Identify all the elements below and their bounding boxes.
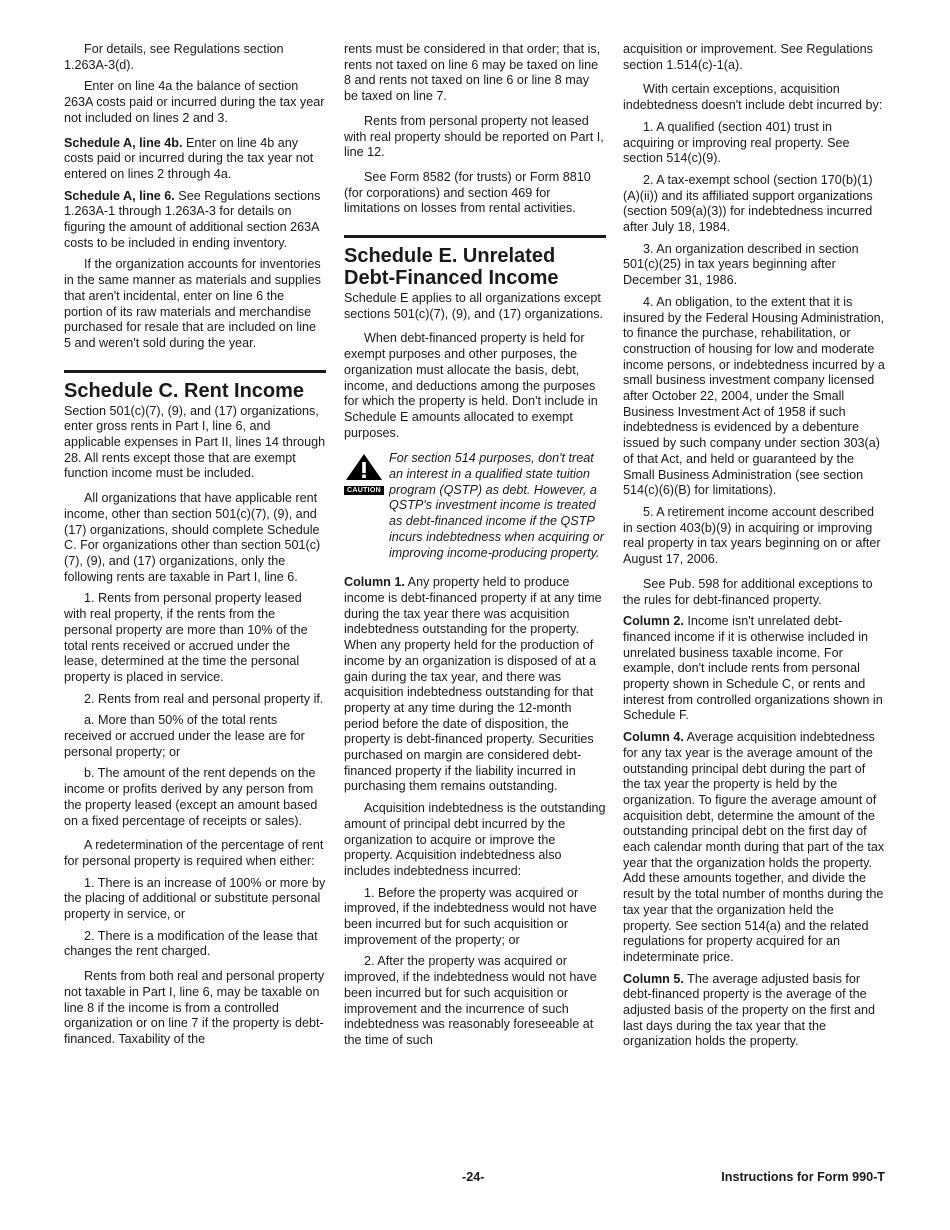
column-left [64, 42, 326, 1054]
list-item: 5. A retirement income account described in section 403(b)(9) in acquiring or improving real property in tax years beginning on or after August 17, 2006. [623, 504, 881, 567]
paragraph: For details, see Regulations section 1.263A-3(d). [64, 42, 284, 72]
paragraph: Column 5. The average adjusted basis for debt-financed property is the average of the adjusted basis of the property on the first and last days during the tax year that the organization holds the property. [623, 971, 876, 1049]
paragraph: Rents from both real and personal property not taxable in Part I, line 6, may be taxable on line 8 if the income is from a controlled organization or on line 7 if the property is debt-financed. Taxability of the [64, 969, 325, 1046]
run-in-heading: Column 2. [623, 614, 684, 629]
list-item: 1. Before the property was acquired or improved, if the indebtedness would not have been incurred but for such acquisition or improvement of the property; or [344, 885, 597, 947]
run-in-heading: Column 5. [623, 971, 684, 986]
run-in-heading: Column 1. [344, 575, 405, 590]
list-item: b. The amount of the rent depends on the income or profits derived by any person from the property leased (except an amount based on a fixed percentage of receipts or sales). [64, 766, 318, 828]
paragraph: Enter on line 4a the balance of section 263A costs paid or incurred during the tax year not included on lines 2 and 3. [64, 79, 325, 125]
list-item: 1. Rents from personal property leased with real property, if the rents from the personal property are more than 10% of the total rents received or accrued under the lease, determined at the time the personal property is placed in service. [64, 591, 308, 684]
list-item: 2. There is a modification of the lease that changes the rent charged. [64, 928, 318, 959]
paragraph: Schedule A, line 6. See Regulations sections 1.263A-1 through 1.263A-3 for details on figuring the amount of additional section 263A costs to be included in ending inventory. [64, 188, 321, 250]
paragraph: A redetermination of the percentage of rent for personal property is required when either: [64, 838, 324, 868]
paragraph: rents must be considered in that order; that is, rents not taxed on line 6 may be taxed on line 8 and rents not taxed on line 6 or line 8 may be taxed on line 7. [344, 42, 601, 104]
paragraph: Schedule A, line 4b. Enter on line 4b any costs paid or incurred during the tax year not entered on lines 2 through 4a. [64, 135, 314, 181]
paragraph: acquisition or improvement. See Regulations section 1.514(c)-1(a). [623, 42, 873, 72]
caution-triangle-icon [344, 453, 384, 495]
column-middle [344, 42, 606, 1055]
caution-label: CAUTION [344, 486, 384, 495]
run-in-heading: Schedule A, line 6. [64, 188, 175, 203]
list-item: 3. An organization described in section 501(c)(25) in tax years beginning after December 31, 1986. [623, 241, 859, 288]
list-item: 2. After the property was acquired or improved, if the indebtedness would not have been incurred but for such acquisition or improvement and the incurrence of such indebtedness was reasonably foreseeable at the time of such [344, 954, 597, 1047]
paragraph: Acquisition indebtedness is the outstanding amount of principal debt incurred by the organization to acquire or improve the property. Acquisition indebtedness also includes indebtedness incurred: [344, 801, 606, 878]
paragraph: With certain exceptions, acquisition indebtedness doesn't include debt incurred by: [623, 82, 883, 113]
list-item: 2. Rents from real and personal property if. [84, 691, 324, 706]
list-item: a. More than 50% of the total rents received or accrued under the lease are for personal property; or [64, 713, 305, 759]
section-rule [64, 370, 326, 373]
paragraph: Rents from personal property not leased with real property should be reported on Part I, line 12. [344, 113, 604, 160]
paragraph: Column 4. Average acquisition indebtedness for any tax year is the average amount of the outstanding principal debt during the part of the tax year the property is held by the organization. To figure the average amount of acquisition debt, determine the amount of the outstanding principal debt on the first day of each calendar month during that part of the tax year that the organization holds the property. Add these amounts together, and divide the result by the total number of months during the tax year that the organization held the property. See section 514(a) and the related regulations for property acquired for an indeterminate price. [623, 730, 885, 964]
section-heading-schedule-e: Schedule E. Unrelated Debt-Financed Income [344, 245, 559, 290]
caution-text: For section 514 purposes, don't treat an interest in a qualified state tuition program (QSTP) as debt. However, a QSTP's investment income is treated as debt-financed income if the QSTP incurs indebtedness when acquiring or improving income-producing property. [389, 451, 604, 560]
list-item: 1. A qualified (section 401) trust in acquiring or improving real property. See section 514(c)(9). [623, 119, 850, 166]
paragraph: Section 501(c)(7), (9), and (17) organizations, enter gross rents in Part I, line 6, and applicable expenses in Part II, lines 14 through 28. All rents except those that are exempt function income must be included. [64, 403, 326, 481]
section-heading-schedule-c: Schedule C. Rent Income [64, 379, 305, 402]
list-item: 1. There is an increase of 100% or more by the placing of additional or substitute personal property in service, or [64, 875, 326, 922]
column-right [623, 42, 885, 1056]
run-in-heading: Schedule A, line 4b. [64, 135, 183, 150]
paragraph: Column 1. Any property held to produce income is debt-financed property if at any time during the tax year there was acquisition indebtedness outstanding for the property. When any property held for the production of income by an organization is disposed of at a gain during the tax year, and there was acquisition indebtedness outstanding for that property at any time during the 12-month period before the date of disposition, the property is debt-financed property. Securities purchased on margin are considered debt-financed property if the liability incurred in purchasing them remains outstanding. [344, 575, 602, 794]
list-item: 4. An obligation, to the extent that it is insured by the Federal Housing Administration, to finance the purchase, rehabilitation, or construction of housing for low and moderate income persons, or indebtedness incurred by a small business investment company licensed after October 22, 2004, under the Small Business Investment Act of 1958 if such indebtedness is evidenced by a debenture issued by such company under section 303(a) of that Act, and held or guaranteed by the Small Business Administration (see section 514(c)(6)(B) for limitations). [623, 294, 885, 498]
paragraph: Column 2. Income isn't unrelated debt-financed income if it is otherwise included in unrelated business taxable income. For example, don't include rents from personal property shown in Schedule C, or rents and interest from controlled organizations shown in Schedule F. [623, 614, 883, 723]
form-name: Instructions for Form 990-T [721, 1170, 885, 1184]
paragraph: If the organization accounts for inventories in the same manner as materials and supplies that aren't incidental, enter on line 6 the portion of its raw materials and merchandise purchased for resale that are included on line 5 and weren't sold during the year. [64, 257, 321, 350]
page-number: -24- [462, 1170, 485, 1184]
paragraph: See Pub. 598 for additional exceptions to the rules for debt-financed property. [623, 576, 873, 607]
warning-triangle-icon [344, 453, 384, 481]
paragraph: All organizations that have applicable rent income, other than section 501(c)(7), (9), and (17) organizations, should complete Schedule C. For organizations other than section 501(c)(7), (9), and (17) organizations, only the following rents are taxable in Part I, line 6. [64, 491, 321, 584]
list-item: 2. A tax-exempt school (section 170(b)(1)(A)(ii)) and its affiliated support organizations (section 509(a)(3)) for indebtedness incurred after July 18, 1984. [623, 172, 873, 235]
paragraph: Schedule E applies to all organizations except sections 501(c)(7), (9), and (17) organizations. [344, 291, 603, 321]
section-rule [344, 235, 606, 238]
run-in-heading: Column 4. [623, 730, 684, 745]
paragraph: When debt-financed property is held for exempt purposes and other purposes, the organization must allocate the basis, debt, income, and deductions among the purposes for which the property is held. Don't include in Schedule E amounts allocated to exempt purposes. [344, 331, 598, 440]
paragraph: See Form 8582 (for trusts) or Form 8810 (for corporations) and section 469 for limitations on losses from rental activities. [344, 169, 591, 216]
caution-note [344, 451, 606, 561]
